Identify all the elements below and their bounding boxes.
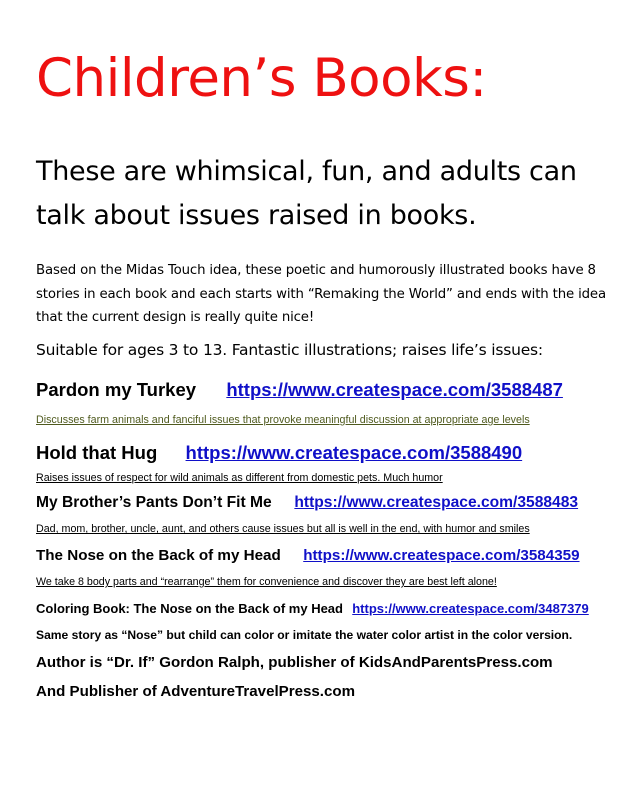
book-entry-pardon-my-turkey xyxy=(36,379,563,401)
book-entry-coloring-book xyxy=(36,601,589,616)
book-link[interactable]: https://www.createspace.com/3584359 xyxy=(303,547,580,564)
publisher-line: And Publisher of AdventureTravelPress.com xyxy=(36,683,356,700)
book-entry-my-brothers-pants xyxy=(36,494,578,512)
book-entry-hold-that-hug xyxy=(36,442,522,464)
author-line: Author is “Dr. If” Gordon Ralph, publisher of KidsAndParentsPress.com xyxy=(36,654,553,671)
book-description: Same story as “Nose” but child can color or imitate the water color artist in the color version. xyxy=(36,628,573,642)
book-title: Pardon my Turkey xyxy=(36,379,197,400)
book-title: My Brother’s Pants Don’t Fit Me xyxy=(36,494,272,511)
book-description: Discusses farm animals and fanciful issues that provoke meaningful discussion at appropriate age levels xyxy=(36,414,530,426)
book-entry-nose-on-back xyxy=(36,547,580,564)
book-description: We take 8 body parts and “rearrange” them for convenience and discover they are best left alone! xyxy=(36,576,497,588)
book-link[interactable]: https://www.createspace.com/3487379 xyxy=(352,601,589,616)
intro-paragraph: Based on the Midas Touch idea, these poetic and humorously illustrated books have 8 stories in each book and each starts with “Remaking the World” and ends with the idea that the current design is really quite nice! xyxy=(36,263,606,325)
book-title: Hold that Hug xyxy=(36,442,158,463)
book-description: Raises issues of respect for wild animals as different from domestic pets. Much humor xyxy=(36,472,443,484)
page-title: Children’s Books: xyxy=(36,48,487,109)
book-title: Coloring Book: The Nose on the Back of my Head xyxy=(36,601,343,616)
book-title: The Nose on the Back of my Head xyxy=(36,547,281,564)
book-link[interactable]: https://www.createspace.com/3588483 xyxy=(294,494,579,511)
suitable-ages-line: Suitable for ages 3 to 13. Fantastic illustrations; raises life’s issues: xyxy=(36,341,543,359)
book-link[interactable]: https://www.createspace.com/3588490 xyxy=(185,442,523,463)
book-description: Dad, mom, brother, uncle, aunt, and others cause issues but all is well in the end, with humor and smiles xyxy=(36,523,530,535)
page-subtitle: These are whimsical, fun, and adults can talk about issues raised in books. xyxy=(36,156,577,231)
book-link[interactable]: https://www.createspace.com/3588487 xyxy=(226,379,563,400)
